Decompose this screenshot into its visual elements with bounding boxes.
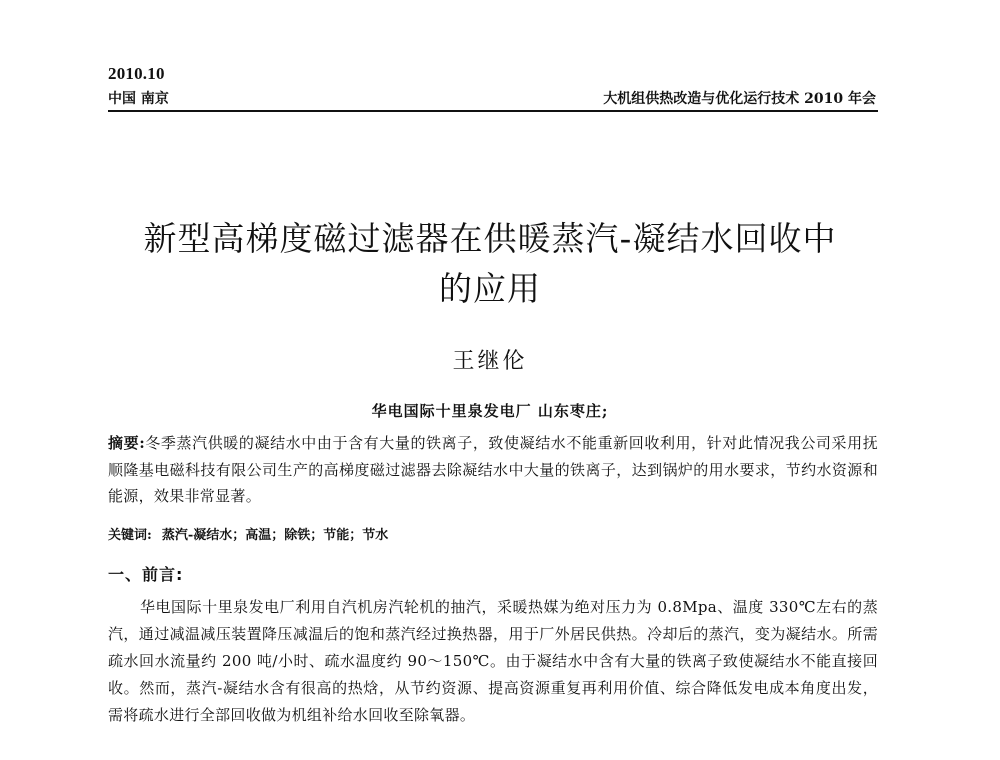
introduction-paragraph: 华电国际十里泉发电厂利用自汽机房汽轮机的抽汽，采暖热媒为绝对压力为 0.8Mpa、温度 330℃左右的蒸汽，通过减温减压装置降压减温后的饱和蒸汽经过换热器，用于厂外居民供热。冷却后的蒸汽，变为凝结水。所需疏水回水流量约 200 吨/小时、疏水温度约 90～150℃。由于凝结水中含有大量的铁离子致使凝结水不能直接回收。然而，蒸汽-凝结水含有很高的热焓，从节约资源、提高资源重复再利用价值、综合降低发电成本角度出发，需将疏水进行全部回收做为机组补给水回收至除氧器。 [108, 598, 878, 724]
header-conference: 大机组供热改造与优化运行技术 2010 年会 [603, 91, 876, 107]
keywords [108, 524, 878, 543]
page-header [108, 64, 876, 110]
header-divider [108, 110, 878, 112]
paper-title-line-2: 的应用 [439, 269, 541, 308]
header-place: 中国 南京 [108, 91, 169, 107]
paper-title-line-1: 新型高梯度磁过滤器在供暖蒸汽-凝结水回收中 [143, 219, 837, 258]
header-date: 2010.10 [108, 64, 165, 83]
author-name: 王继伦 [452, 349, 528, 374]
author-affiliation: 华电国际十里泉发电厂 山东枣庄; [371, 402, 609, 420]
abstract-text: 冬季蒸汽供暖的凝结水中由于含有大量的铁离子，致使凝结水不能重新回收利用，针对此情况我公司采用抚顺隆基电磁科技有限公司生产的高梯度磁过滤器去除凝结水中大量的铁离子，达到锅炉的用水要求，节约水资源和能源，效果非常显著。 [108, 434, 878, 505]
section-heading-introduction: 一、前言: [108, 565, 184, 584]
abstract-label: 摘要: [108, 434, 146, 452]
abstract [108, 430, 878, 510]
paper-title [100, 214, 880, 314]
keywords-label: 关键词: [108, 528, 152, 543]
keywords-text: 蒸汽-凝结水；高温；除铁；节能；节水 [161, 528, 389, 543]
